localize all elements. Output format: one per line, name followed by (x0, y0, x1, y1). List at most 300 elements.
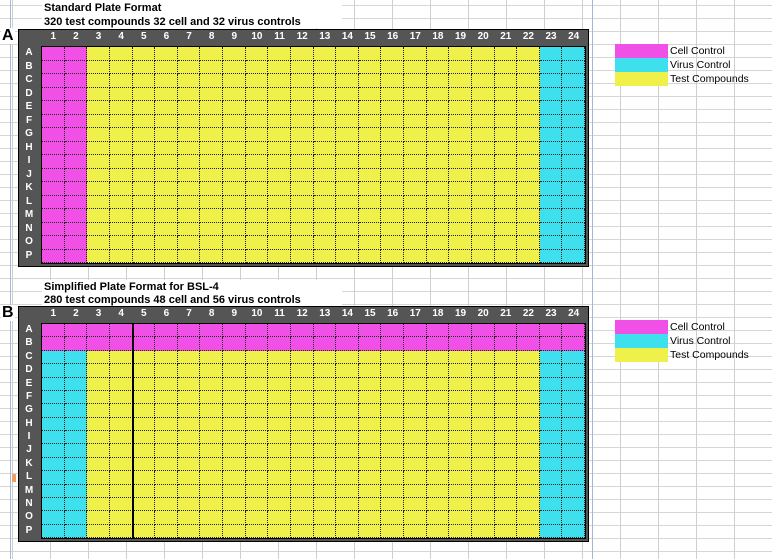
column-label: 17 (409, 308, 421, 319)
well-test-compounds (268, 169, 291, 183)
well-test-compounds (246, 364, 269, 377)
well-test-compounds (133, 182, 156, 196)
column-label: 10 (251, 31, 263, 42)
well-test-compounds (178, 404, 201, 417)
column-label: 6 (163, 31, 170, 42)
well-test-compounds (517, 101, 540, 115)
row-label: N (25, 222, 33, 234)
well-test-compounds (314, 115, 337, 129)
well-test-compounds (495, 236, 518, 250)
well-grid (41, 46, 586, 264)
well-test-compounds (87, 351, 110, 364)
well-test-compounds (427, 236, 450, 250)
well-test-compounds (314, 128, 337, 142)
well-test-compounds (268, 351, 291, 364)
well-test-compounds (336, 364, 359, 377)
well-test-compounds (291, 431, 314, 444)
well-test-compounds (223, 115, 246, 129)
well-test-compounds (336, 404, 359, 417)
well-test-compounds (155, 511, 178, 524)
well-cell-control (133, 337, 156, 350)
well-test-compounds (155, 471, 178, 484)
well-test-compounds (404, 169, 427, 183)
well-test-compounds (472, 155, 495, 169)
column-label: 9 (231, 308, 238, 319)
well-test-compounds (359, 444, 382, 457)
row-label: E (25, 377, 33, 389)
well-test-compounds (133, 74, 156, 88)
well-test-compounds (314, 485, 337, 498)
well-cell-control (65, 209, 88, 223)
well-test-compounds (110, 431, 133, 444)
well-test-compounds (200, 142, 223, 156)
well-test-compounds (87, 391, 110, 404)
well-test-compounds (268, 88, 291, 102)
well-virus-control (540, 458, 563, 471)
well-test-compounds (200, 498, 223, 511)
well-test-compounds (246, 61, 269, 75)
well-test-compounds (155, 115, 178, 129)
row-label: C (25, 74, 33, 85)
well-test-compounds (110, 351, 133, 364)
well-test-compounds (449, 128, 472, 142)
well-test-compounds (178, 471, 201, 484)
well-virus-control (562, 182, 585, 196)
well-test-compounds (314, 498, 337, 511)
well-test-compounds (87, 209, 110, 223)
well-test-compounds (359, 61, 382, 75)
well-test-compounds (133, 142, 156, 156)
well-test-compounds (268, 431, 291, 444)
well-test-compounds (155, 351, 178, 364)
well-test-compounds (200, 196, 223, 210)
well-test-compounds (449, 471, 472, 484)
well-virus-control (562, 418, 585, 431)
well-test-compounds (155, 498, 178, 511)
well-test-compounds (223, 391, 246, 404)
plate-b (18, 306, 589, 542)
well-cell-control (336, 337, 359, 350)
well-test-compounds (178, 155, 201, 169)
well-test-compounds (404, 444, 427, 457)
well-test-compounds (200, 128, 223, 142)
well-test-compounds (87, 101, 110, 115)
well-test-compounds (517, 418, 540, 431)
well-test-compounds (449, 115, 472, 129)
well-test-compounds (517, 182, 540, 196)
well-virus-control (540, 115, 563, 129)
well-test-compounds (359, 351, 382, 364)
well-test-compounds (404, 431, 427, 444)
well-virus-control (540, 444, 563, 457)
well-test-compounds (223, 378, 246, 391)
well-test-compounds (449, 391, 472, 404)
well-test-compounds (427, 498, 450, 511)
well-test-compounds (381, 236, 404, 250)
well-test-compounds (87, 431, 110, 444)
well-cell-control (65, 155, 88, 169)
well-test-compounds (155, 250, 178, 264)
row-label: K (25, 182, 33, 193)
well-test-compounds (517, 236, 540, 250)
well-test-compounds (133, 169, 156, 183)
well-virus-control (540, 418, 563, 431)
well-test-compounds (517, 498, 540, 511)
well-test-compounds (359, 155, 382, 169)
well-test-compounds (359, 115, 382, 129)
well-virus-control (562, 115, 585, 129)
well-test-compounds (155, 364, 178, 377)
well-test-compounds (291, 391, 314, 404)
column-label: 24 (568, 31, 580, 42)
well-virus-control (562, 444, 585, 457)
well-test-compounds (155, 458, 178, 471)
well-test-compounds (268, 391, 291, 404)
well-test-compounds (472, 196, 495, 210)
well-cell-control (517, 337, 540, 350)
row-label: H (25, 417, 33, 429)
panel-a-title: Standard Plate Format (44, 2, 162, 14)
column-label: 18 (432, 31, 444, 42)
well-test-compounds (133, 444, 156, 457)
well-test-compounds (178, 223, 201, 237)
well-test-compounds (200, 169, 223, 183)
well-test-compounds (268, 101, 291, 115)
well-test-compounds (200, 404, 223, 417)
well-test-compounds (495, 169, 518, 183)
well-test-compounds (359, 169, 382, 183)
well-test-compounds (223, 404, 246, 417)
well-test-compounds (336, 196, 359, 210)
well-test-compounds (246, 525, 269, 538)
well-test-compounds (155, 47, 178, 61)
row-label: K (25, 457, 33, 469)
well-test-compounds (336, 444, 359, 457)
well-test-compounds (268, 182, 291, 196)
column-label: 23 (545, 31, 557, 42)
well-test-compounds (133, 196, 156, 210)
well-cell-control (562, 337, 585, 350)
well-test-compounds (268, 196, 291, 210)
well-test-compounds (404, 128, 427, 142)
well-test-compounds (268, 128, 291, 142)
well-test-compounds (246, 485, 269, 498)
column-label: 20 (477, 308, 489, 319)
well-test-compounds (223, 155, 246, 169)
well-test-compounds (268, 236, 291, 250)
well-test-compounds (268, 115, 291, 129)
well-virus-control (42, 458, 65, 471)
well-test-compounds (381, 250, 404, 264)
well-test-compounds (404, 418, 427, 431)
well-test-compounds (314, 511, 337, 524)
well-virus-control (540, 182, 563, 196)
well-test-compounds (404, 391, 427, 404)
well-test-compounds (268, 511, 291, 524)
row-label: H (25, 141, 33, 153)
well-cell-control (65, 142, 88, 156)
well-test-compounds (110, 142, 133, 156)
well-cell-control (42, 128, 65, 142)
well-test-compounds (404, 47, 427, 61)
well-test-compounds (178, 101, 201, 115)
well-test-compounds (178, 378, 201, 391)
well-test-compounds (133, 418, 156, 431)
well-test-compounds (495, 155, 518, 169)
well-virus-control (42, 404, 65, 417)
well-test-compounds (314, 444, 337, 457)
sheet-gridline (592, 0, 593, 559)
well-test-compounds (495, 391, 518, 404)
well-test-compounds (314, 431, 337, 444)
row-header-bar (19, 44, 39, 266)
well-test-compounds (495, 525, 518, 538)
well-test-compounds (314, 418, 337, 431)
well-test-compounds (449, 458, 472, 471)
column-label: 16 (387, 31, 399, 42)
well-cell-control (200, 337, 223, 350)
well-test-compounds (336, 142, 359, 156)
well-cell-control (42, 61, 65, 75)
well-test-compounds (268, 444, 291, 457)
well-test-compounds (336, 418, 359, 431)
well-test-compounds (133, 155, 156, 169)
well-test-compounds (155, 128, 178, 142)
well-test-compounds (517, 364, 540, 377)
well-test-compounds (178, 431, 201, 444)
well-test-compounds (472, 418, 495, 431)
well-cell-control (133, 324, 156, 337)
well-test-compounds (427, 364, 450, 377)
well-test-compounds (133, 223, 156, 237)
legend-swatch-cell-control (615, 44, 668, 58)
well-test-compounds (427, 47, 450, 61)
well-test-compounds (427, 511, 450, 524)
well-cell-control (65, 223, 88, 237)
well-test-compounds (291, 364, 314, 377)
well-test-compounds (178, 418, 201, 431)
well-test-compounds (223, 88, 246, 102)
well-test-compounds (472, 404, 495, 417)
well-virus-control (562, 61, 585, 75)
well-test-compounds (268, 525, 291, 538)
well-virus-control (65, 431, 88, 444)
well-test-compounds (449, 444, 472, 457)
well-test-compounds (404, 101, 427, 115)
well-test-compounds (223, 458, 246, 471)
column-label: 9 (231, 31, 238, 42)
well-virus-control (42, 485, 65, 498)
well-test-compounds (517, 458, 540, 471)
well-test-compounds (200, 115, 223, 129)
well-test-compounds (449, 47, 472, 61)
well-test-compounds (200, 364, 223, 377)
well-virus-control (540, 485, 563, 498)
legend-swatch-cell-control (615, 320, 668, 334)
column-label: 2 (73, 31, 79, 42)
well-test-compounds (246, 196, 269, 210)
well-test-compounds (178, 458, 201, 471)
well-test-compounds (472, 128, 495, 142)
column-label: 7 (186, 308, 192, 319)
well-virus-control (562, 511, 585, 524)
well-test-compounds (314, 74, 337, 88)
well-cell-control (540, 337, 563, 350)
well-cell-control (65, 182, 88, 196)
well-test-compounds (427, 182, 450, 196)
well-test-compounds (133, 404, 156, 417)
well-cell-control (42, 182, 65, 196)
well-test-compounds (495, 471, 518, 484)
well-cell-control (404, 324, 427, 337)
well-test-compounds (87, 196, 110, 210)
well-test-compounds (336, 250, 359, 264)
well-test-compounds (359, 471, 382, 484)
well-test-compounds (87, 444, 110, 457)
well-test-compounds (359, 182, 382, 196)
legend-label: Cell Control (670, 321, 725, 333)
row-label: G (25, 128, 33, 139)
well-test-compounds (404, 351, 427, 364)
well-test-compounds (495, 404, 518, 417)
well-test-compounds (336, 511, 359, 524)
well-test-compounds (246, 74, 269, 88)
well-cell-control (472, 337, 495, 350)
well-test-compounds (178, 128, 201, 142)
well-test-compounds (291, 485, 314, 498)
well-test-compounds (449, 525, 472, 538)
well-test-compounds (133, 88, 156, 102)
well-virus-control (42, 351, 65, 364)
well-test-compounds (223, 236, 246, 250)
column-label: 20 (477, 31, 489, 42)
legend-swatch-test-compounds (615, 72, 668, 86)
column-label: 12 (296, 31, 308, 42)
well-test-compounds (495, 378, 518, 391)
well-test-compounds (200, 351, 223, 364)
well-test-compounds (472, 391, 495, 404)
well-test-compounds (314, 236, 337, 250)
well-test-compounds (155, 182, 178, 196)
well-test-compounds (314, 169, 337, 183)
well-test-compounds (87, 47, 110, 61)
well-cell-control (42, 115, 65, 129)
well-test-compounds (404, 511, 427, 524)
well-test-compounds (314, 101, 337, 115)
well-test-compounds (427, 88, 450, 102)
well-test-compounds (110, 250, 133, 264)
well-test-compounds (314, 182, 337, 196)
well-test-compounds (291, 351, 314, 364)
column-label: 5 (141, 308, 147, 319)
well-test-compounds (314, 155, 337, 169)
well-test-compounds (268, 250, 291, 264)
well-test-compounds (449, 498, 472, 511)
well-test-compounds (404, 498, 427, 511)
well-test-compounds (223, 351, 246, 364)
well-test-compounds (381, 404, 404, 417)
well-test-compounds (336, 351, 359, 364)
well-test-compounds (110, 364, 133, 377)
row-label: G (25, 404, 33, 416)
plate-a (18, 29, 589, 267)
column-label: 4 (118, 308, 124, 319)
well-test-compounds (472, 471, 495, 484)
column-label: 12 (296, 308, 308, 319)
well-virus-control (65, 418, 88, 431)
well-cell-control (178, 337, 201, 350)
well-test-compounds (359, 74, 382, 88)
well-test-compounds (268, 74, 291, 88)
column-label: 3 (95, 31, 102, 42)
well-test-compounds (472, 511, 495, 524)
well-test-compounds (314, 209, 337, 223)
well-cell-control (427, 324, 450, 337)
well-test-compounds (449, 404, 472, 417)
well-test-compounds (449, 182, 472, 196)
well-test-compounds (87, 236, 110, 250)
well-virus-control (562, 142, 585, 156)
well-virus-control (562, 128, 585, 142)
well-cell-control (65, 74, 88, 88)
well-test-compounds (268, 498, 291, 511)
column-label: 17 (409, 31, 421, 42)
well-test-compounds (472, 61, 495, 75)
row-label: A (25, 324, 33, 335)
well-test-compounds (223, 471, 246, 484)
well-test-compounds (178, 74, 201, 88)
well-test-compounds (223, 101, 246, 115)
well-test-compounds (336, 182, 359, 196)
column-label: 13 (319, 308, 331, 319)
well-test-compounds (495, 250, 518, 264)
well-cell-control (87, 324, 110, 337)
well-test-compounds (110, 196, 133, 210)
well-test-compounds (291, 209, 314, 223)
well-test-compounds (291, 155, 314, 169)
well-test-compounds (246, 418, 269, 431)
row-label: O (25, 511, 33, 523)
legend-label: Test Compounds (670, 349, 749, 361)
well-test-compounds (133, 128, 156, 142)
well-cell-control (314, 324, 337, 337)
well-test-compounds (404, 250, 427, 264)
well-virus-control (562, 169, 585, 183)
well-test-compounds (246, 115, 269, 129)
well-test-compounds (246, 498, 269, 511)
well-cell-control (65, 88, 88, 102)
well-virus-control (65, 404, 88, 417)
well-virus-control (562, 471, 585, 484)
well-test-compounds (381, 74, 404, 88)
well-test-compounds (427, 61, 450, 75)
well-test-compounds (268, 61, 291, 75)
well-test-compounds (404, 458, 427, 471)
well-test-compounds (133, 431, 156, 444)
well-test-compounds (291, 498, 314, 511)
well-test-compounds (314, 364, 337, 377)
well-test-compounds (427, 101, 450, 115)
well-cell-control (404, 337, 427, 350)
well-test-compounds (178, 236, 201, 250)
well-test-compounds (381, 418, 404, 431)
well-grid (41, 323, 586, 539)
well-virus-control (65, 458, 88, 471)
well-virus-control (65, 351, 88, 364)
well-cell-control (42, 250, 65, 264)
legend-swatch-test-compounds (615, 348, 668, 362)
well-test-compounds (427, 418, 450, 431)
